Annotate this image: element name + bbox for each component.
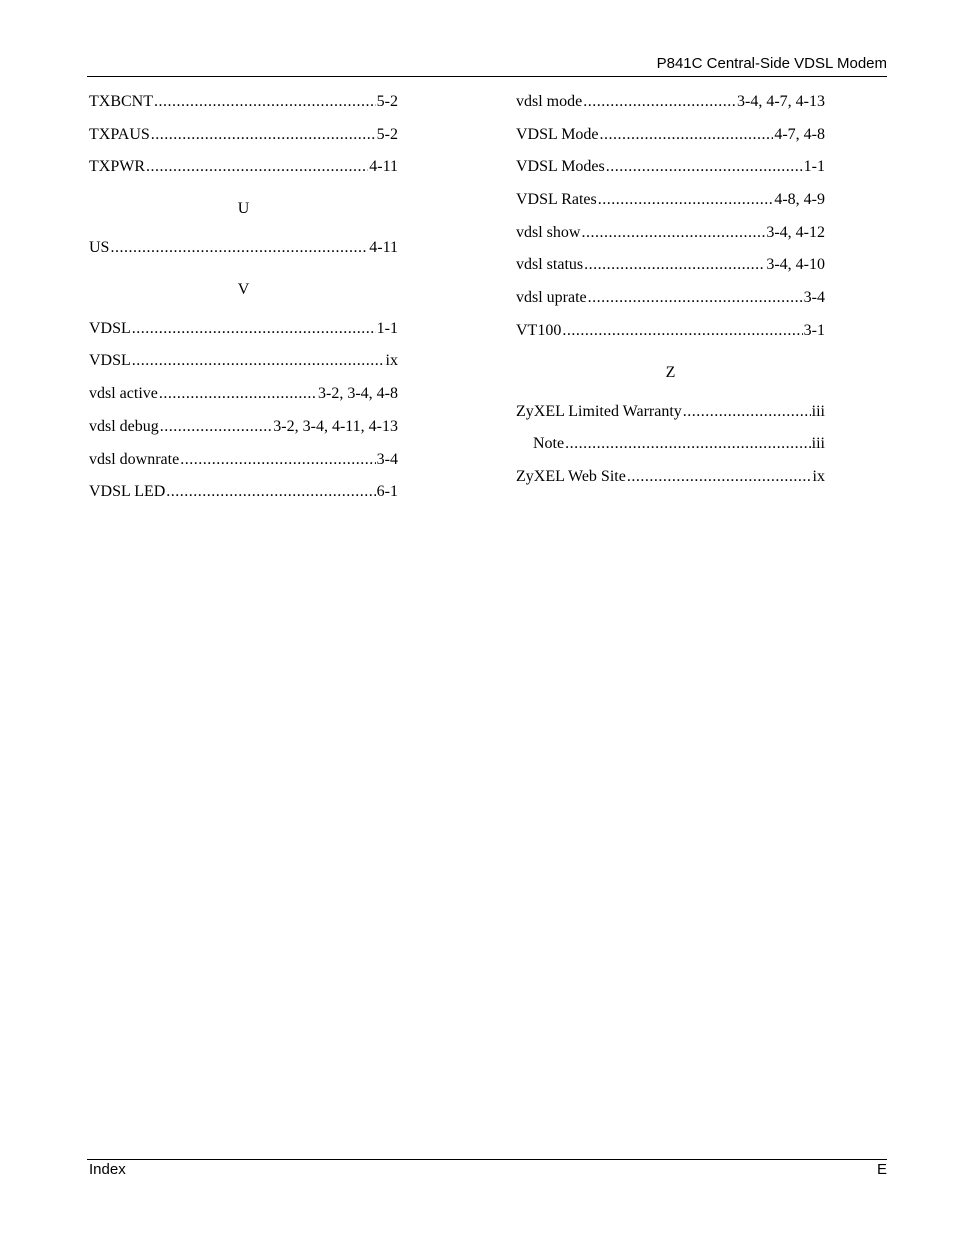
index-entry (516, 219, 825, 252)
index-term: VDSL Modes (516, 158, 605, 176)
footer-section-label: Index (89, 1161, 126, 1178)
dot-leader (159, 380, 317, 407)
index-pages: 4-8, 4-9 (774, 191, 825, 209)
index-pages: 3-4, 4-7, 4-13 (737, 93, 825, 110)
dot-leader (565, 430, 811, 457)
index-pages: 3-4 (803, 289, 825, 307)
index-entry (516, 398, 825, 431)
index-pages: 3-4, 4-10 (766, 256, 825, 274)
dot-leader (132, 315, 376, 342)
index-pages: 4-11 (369, 239, 398, 257)
index-term: vdsl status (516, 256, 584, 274)
index-term: vdsl mode (516, 93, 583, 110)
index-term: vdsl uprate (516, 289, 587, 307)
index-pages: 3-2, 3-4, 4-11, 4-13 (273, 417, 398, 435)
index-pages: ix (812, 467, 825, 485)
index-entry (516, 153, 825, 186)
index-pages: 3-2, 3-4, 4-8 (318, 385, 398, 403)
dot-leader (600, 121, 774, 148)
index-column-right (516, 88, 825, 496)
index-section-letter: U (237, 200, 250, 218)
index-pages: 4-7, 4-8 (774, 125, 825, 143)
index-pages: 6-1 (376, 483, 398, 501)
index-entry (89, 315, 398, 348)
index-entry (89, 121, 398, 154)
index-entry (516, 317, 825, 350)
index-entry (516, 88, 825, 121)
index-entry (516, 186, 825, 219)
index-term: ZyXEL Web Site (516, 467, 626, 485)
dot-leader (180, 446, 375, 473)
index-pages: 1-1 (376, 319, 398, 337)
index-entry (89, 88, 398, 121)
index-pages: 3-1 (803, 321, 825, 339)
index-term: TXPWR (89, 158, 145, 176)
index-term: vdsl active (89, 385, 158, 403)
index-pages: iii (811, 435, 825, 453)
dot-leader (146, 153, 368, 180)
index-pages: 3-4, 4-12 (766, 223, 825, 241)
index-entry (89, 347, 398, 380)
index-term: vdsl show (516, 223, 581, 241)
dot-leader (166, 478, 375, 505)
index-pages: 5-2 (376, 125, 398, 143)
index-term: VDSL Rates (516, 191, 597, 209)
dot-leader (583, 88, 736, 115)
dot-leader (683, 398, 811, 425)
index-column-left (89, 88, 398, 511)
footer-page-number: E (876, 1161, 887, 1178)
index-entry (516, 121, 825, 154)
dot-leader (154, 88, 376, 115)
index-section-letter: V (237, 280, 250, 298)
index-term: VT100 (516, 321, 562, 339)
index-term: Note (533, 435, 565, 453)
index-pages: 1-1 (803, 158, 825, 176)
index-entry (89, 234, 398, 267)
dot-leader (581, 219, 765, 246)
dot-leader (598, 186, 774, 213)
index-term: vdsl debug (89, 417, 159, 435)
index-term: ZyXEL Limited Warranty (516, 402, 682, 420)
running-header-title: P841C Central-Side VDSL Modem (656, 55, 887, 72)
index-pages: iii (811, 402, 825, 420)
index-term: TXBCNT (89, 93, 153, 110)
dot-leader (562, 317, 802, 344)
index-term: US (89, 239, 110, 257)
index-pages: 3-4 (376, 450, 398, 468)
index-subentry (516, 430, 825, 463)
index-entry (89, 413, 398, 446)
index-entry (516, 251, 825, 284)
index-term: VDSL LED (89, 483, 166, 501)
index-entry (516, 463, 825, 496)
index-term: vdsl downrate (89, 450, 180, 468)
index-entry (89, 446, 398, 479)
dot-leader (627, 463, 812, 490)
index-entry (89, 153, 398, 186)
index-term: TXPAUS (89, 125, 150, 143)
index-entry (89, 478, 398, 511)
index-section-letter: Z (665, 363, 676, 381)
index-term: VDSL (89, 352, 131, 370)
dot-leader (588, 284, 803, 311)
index-pages: ix (385, 352, 398, 370)
index-entry (516, 284, 825, 317)
index-entry (89, 380, 398, 413)
index-pages: 5-2 (376, 93, 398, 110)
footer-rule (87, 1159, 887, 1160)
dot-leader (606, 153, 803, 180)
index-term: VDSL (89, 319, 131, 337)
index-pages: 4-11 (369, 158, 398, 176)
header-rule (87, 76, 887, 77)
dot-leader (160, 413, 273, 440)
dot-leader (584, 251, 765, 278)
dot-leader (151, 121, 376, 148)
index-term: VDSL Mode (516, 125, 599, 143)
dot-leader (110, 234, 368, 261)
dot-leader (132, 347, 385, 374)
